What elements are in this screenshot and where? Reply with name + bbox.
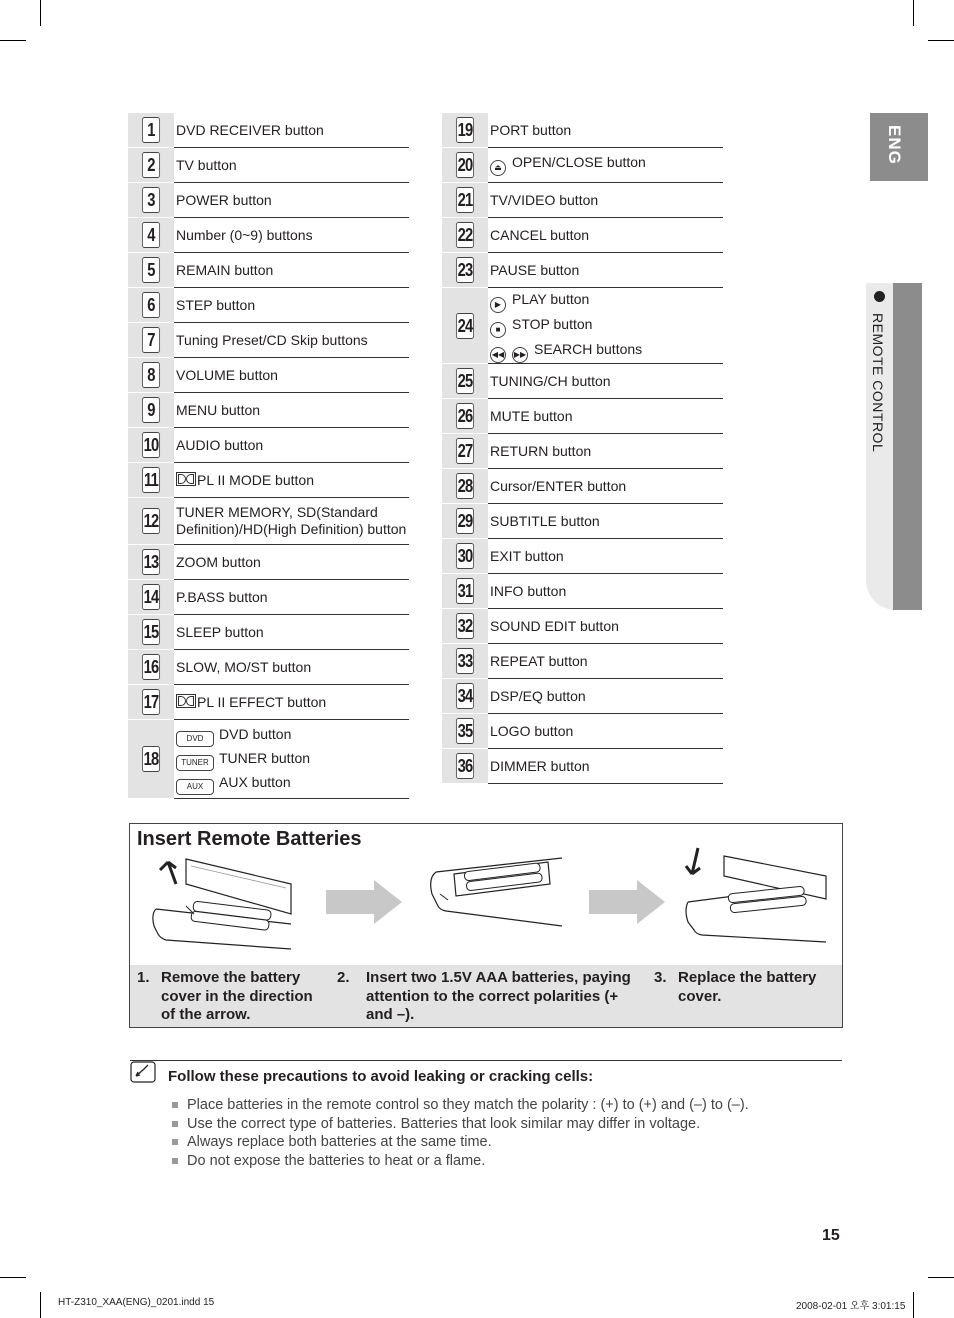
- legend-line: ◀◀ ▶▶ SEARCH buttons: [490, 338, 723, 363]
- legend-row: [128, 393, 409, 428]
- legend-line: ■ STOP button: [490, 313, 723, 338]
- legend-label: PAUSE button: [488, 253, 723, 288]
- item-number: 8: [142, 362, 160, 388]
- legend-label: SLOW, MO/ST button: [174, 650, 409, 685]
- item-number: 22: [456, 222, 474, 248]
- legend-label: [488, 288, 723, 364]
- legend-row: [128, 720, 409, 799]
- footer-timestamp: 2008-02-01 오후 3:01:15: [796, 1301, 906, 1312]
- legend-row: [128, 323, 409, 358]
- rewind-icon: ◀◀: [490, 347, 506, 363]
- item-number: 15: [142, 619, 160, 645]
- legend-row: [128, 615, 409, 650]
- legend-row: [128, 113, 409, 148]
- language-label: ENG: [885, 125, 904, 165]
- legend-label: PL II MODE button: [174, 463, 409, 498]
- item-number: 11: [142, 467, 160, 493]
- legend-label: Cursor/ENTER button: [488, 469, 723, 504]
- dolby-icon: [176, 694, 196, 708]
- item-number: 25: [456, 368, 474, 394]
- legend-label: LOGO button: [488, 714, 723, 749]
- legend-row: [128, 218, 409, 253]
- down-arrow-icon: [686, 848, 700, 874]
- legend-row: [128, 650, 409, 685]
- legend-row: [442, 574, 723, 609]
- item-number: 18: [142, 746, 160, 772]
- legend-label: MUTE button: [488, 399, 723, 434]
- item-number: 2: [142, 152, 160, 178]
- legend-label: P.BASS button: [174, 580, 409, 615]
- item-number: 7: [142, 327, 160, 353]
- battery-section-title: Insert Remote Batteries: [137, 828, 362, 850]
- note-title: Follow these precautions to avoid leaking or cracking cells:: [168, 1068, 594, 1085]
- item-number: 6: [142, 292, 160, 318]
- legend-label: TUNER MEMORY, SD(Standard Definition)/HD(High Definition) button: [174, 498, 409, 545]
- crop-mark: [40, 1292, 41, 1318]
- item-number: 27: [456, 438, 474, 464]
- legend-label: INFO button: [488, 574, 723, 609]
- item-number: 32: [456, 613, 474, 639]
- legend-label: MENU button: [174, 393, 409, 428]
- remote-illustration-batteries: [420, 854, 570, 954]
- legend-row: [128, 545, 409, 580]
- legend-row: [128, 463, 409, 498]
- legend-row: [128, 288, 409, 323]
- item-number: 13: [142, 549, 160, 575]
- legend-row: [128, 685, 409, 720]
- legend-label: ZOOM button: [174, 545, 409, 580]
- legend-line: ▶ PLAY button: [490, 288, 723, 313]
- legend-label: CANCEL button: [488, 218, 723, 253]
- legend-line: TUNER TUNER button: [176, 747, 409, 771]
- legend-label: SUBTITLE button: [488, 504, 723, 539]
- legend-row: [128, 183, 409, 218]
- legend-row: [442, 539, 723, 574]
- key-icon: AUX: [176, 779, 214, 795]
- section-label: REMOTE CONTROL: [870, 313, 886, 453]
- crop-mark: [0, 1277, 26, 1278]
- legend-row: [442, 469, 723, 504]
- item-number: 23: [456, 257, 474, 283]
- item-number: 35: [456, 718, 474, 744]
- legend-row: [442, 253, 723, 288]
- legend-label: TUNING/CH button: [488, 364, 723, 399]
- legend-label: POWER button: [174, 183, 409, 218]
- crop-mark: [0, 40, 26, 41]
- crop-mark: [928, 1277, 954, 1278]
- legend-label: SLEEP button: [174, 615, 409, 650]
- item-number: 36: [456, 753, 474, 779]
- language-tab: [870, 113, 928, 181]
- item-number: 9: [142, 397, 160, 423]
- fast-forward-icon: ▶▶: [512, 347, 528, 363]
- legend-label: AUDIO button: [174, 428, 409, 463]
- legend-row: [128, 358, 409, 393]
- stop-icon: ■: [490, 322, 506, 338]
- legend-label: TV/VIDEO button: [488, 183, 723, 218]
- legend-line: DVD DVD button: [176, 723, 409, 747]
- legend-row: [442, 434, 723, 469]
- item-number: 14: [142, 584, 160, 610]
- legend-row: [442, 399, 723, 434]
- legend-row: [442, 113, 723, 148]
- legend-label: PL II EFFECT button: [174, 685, 409, 720]
- button-legend-left: [128, 113, 409, 799]
- item-number: 30: [456, 543, 474, 569]
- list-item: Do not expose the batteries to heat or a flame.: [172, 1152, 749, 1171]
- battery-steps: 1. Remove the battery cover in the direction of the arrow. 2. Insert two 1.5V AAA batteries, paying attention to the correct polarities (+ and –). 3. Replace the battery cover.: [130, 965, 842, 1027]
- item-number: 28: [456, 473, 474, 499]
- legend-label: PORT button: [488, 113, 723, 148]
- dolby-icon: [176, 472, 196, 486]
- item-number: 29: [456, 508, 474, 534]
- up-arrow-icon: [160, 862, 176, 884]
- item-number: 26: [456, 403, 474, 429]
- step-arrow-icon: [326, 880, 402, 924]
- item-number: 1: [142, 117, 160, 143]
- legend-row: [128, 428, 409, 463]
- eject-icon: ⏏: [490, 160, 506, 176]
- legend-label: Number (0~9) buttons: [174, 218, 409, 253]
- remote-illustration-open: [146, 854, 296, 964]
- crop-mark: [913, 1292, 914, 1318]
- legend-row: [442, 679, 723, 714]
- key-icon: TUNER: [176, 755, 214, 771]
- legend-label: EXIT button: [488, 539, 723, 574]
- legend-label: SOUND EDIT button: [488, 609, 723, 644]
- item-number: 20: [456, 152, 474, 178]
- item-number: 3: [142, 187, 160, 213]
- footer-file-info: HT-Z310_XAA(ENG)_0201.indd 15: [58, 1297, 215, 1308]
- item-number: 10: [142, 432, 160, 458]
- legend-label: VOLUME button: [174, 358, 409, 393]
- key-icon: DVD: [176, 731, 214, 747]
- crop-mark: [913, 0, 914, 26]
- item-number: 12: [142, 508, 160, 534]
- item-number: 31: [456, 578, 474, 604]
- item-number: 4: [142, 222, 160, 248]
- legend-label: Tuning Preset/CD Skip buttons: [174, 323, 409, 358]
- item-number: 24: [456, 313, 474, 339]
- item-number: 16: [142, 654, 160, 680]
- legend-row: [442, 749, 723, 784]
- item-number: 17: [142, 689, 160, 715]
- legend-label: DIMMER button: [488, 749, 723, 784]
- legend-line: AUX AUX button: [176, 771, 409, 795]
- legend-label: DSP/EQ button: [488, 679, 723, 714]
- precautions-list: [172, 1096, 749, 1171]
- legend-row: [442, 148, 723, 183]
- legend-label: DVD RECEIVER button: [174, 113, 409, 148]
- legend-row: [442, 364, 723, 399]
- item-number: 33: [456, 648, 474, 674]
- legend-row: [128, 253, 409, 288]
- button-legend-right: [442, 113, 723, 784]
- play-icon: ▶: [490, 297, 506, 313]
- legend-row: [442, 644, 723, 679]
- page-number: 15: [822, 1227, 840, 1244]
- legend-label: STEP button: [174, 288, 409, 323]
- list-item: Always replace both batteries at the same time.: [172, 1133, 749, 1152]
- legend-row: [128, 580, 409, 615]
- legend-label: ⏏ OPEN/CLOSE button: [488, 148, 723, 183]
- legend-row: [128, 148, 409, 183]
- battery-instructions-box: [129, 823, 843, 1028]
- legend-row: [442, 183, 723, 218]
- legend-label: REPEAT button: [488, 644, 723, 679]
- note-divider: [130, 1060, 842, 1061]
- step-arrow-icon: [589, 880, 665, 924]
- legend-row: [442, 504, 723, 539]
- list-item: Use the correct type of batteries. Batteries that look similar may differ in voltage.: [172, 1115, 749, 1134]
- remote-illustration-closing: [680, 844, 830, 964]
- legend-row: [442, 609, 723, 644]
- legend-row: [442, 714, 723, 749]
- item-number: 34: [456, 683, 474, 709]
- item-number: 19: [456, 117, 474, 143]
- legend-label: RETURN button: [488, 434, 723, 469]
- list-item: Place batteries in the remote control so they match the polarity : (+) to (+) and (–) to (–).: [172, 1096, 749, 1115]
- item-number: 5: [142, 257, 160, 283]
- section-tab: [866, 283, 922, 610]
- legend-row: [442, 288, 723, 364]
- note-pencil-icon: [130, 1061, 156, 1083]
- crop-mark: [40, 0, 41, 26]
- legend-label: [174, 720, 409, 799]
- legend-row: [442, 218, 723, 253]
- legend-label: REMAIN button: [174, 253, 409, 288]
- legend-row: [128, 498, 409, 545]
- crop-mark: [928, 40, 954, 41]
- bullet-dot: [874, 291, 885, 302]
- item-number: 21: [456, 187, 474, 213]
- legend-label: TV button: [174, 148, 409, 183]
